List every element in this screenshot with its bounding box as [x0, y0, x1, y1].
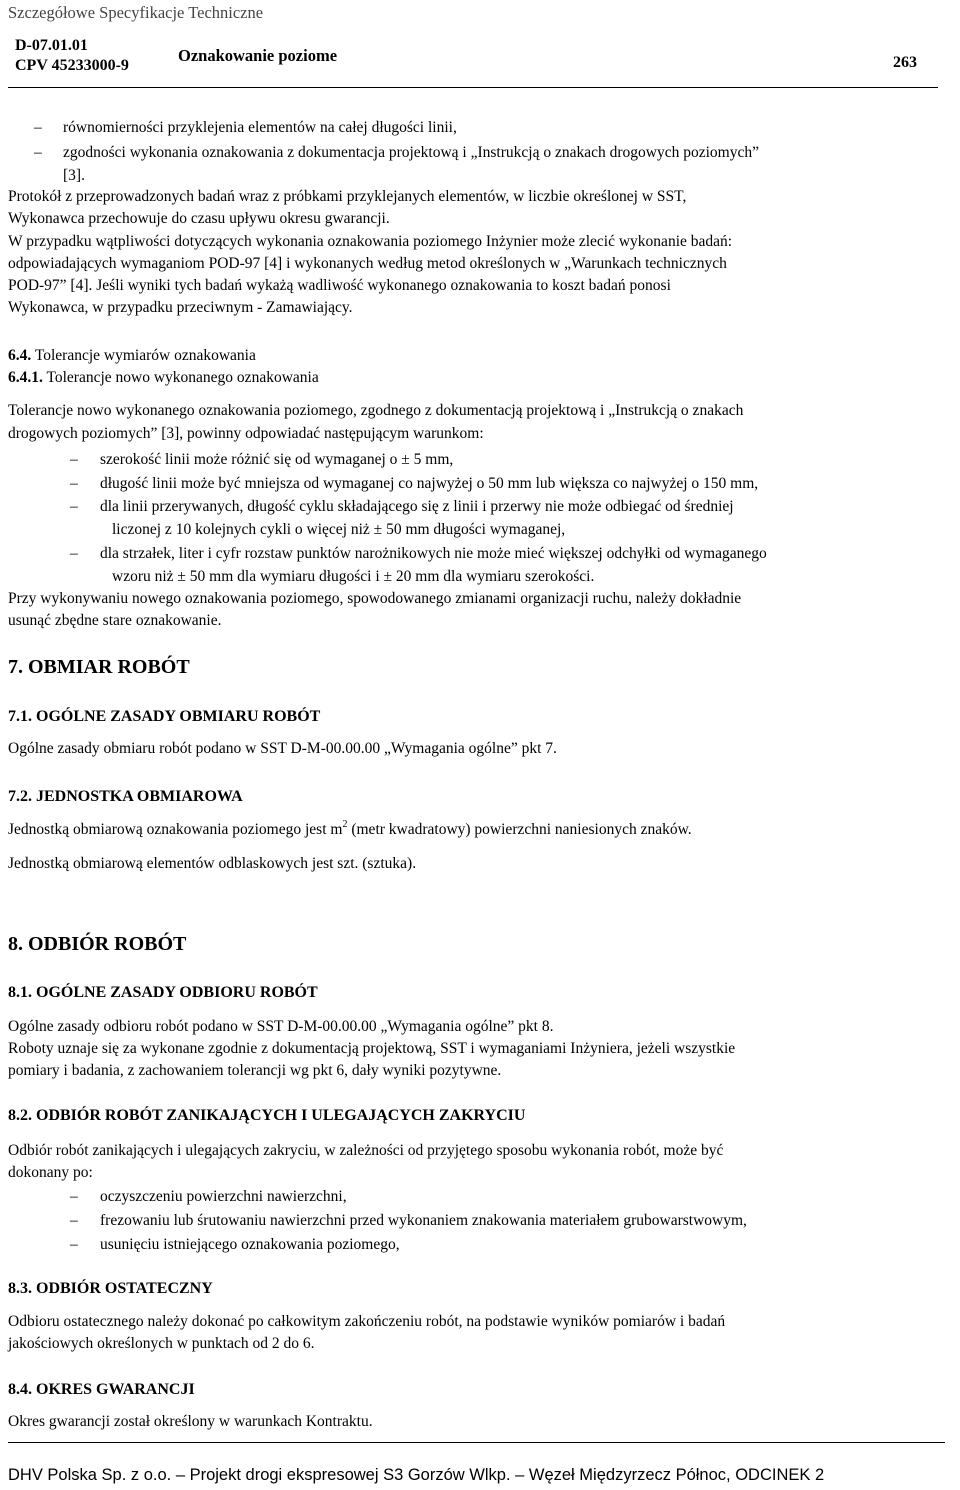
- paragraph-line: drogowych poziomych” [3], powinny odpowiadać następującym warunkom:: [8, 425, 484, 442]
- list-item: dla strzałek, liter i cyfr rozstaw punktów narożnikowych nie może mieć większej odchyłki od wymaganego: [100, 545, 767, 562]
- document-title: Szczegółowe Specyfikacje Techniczne: [8, 3, 264, 22]
- list-dash: –: [34, 119, 42, 136]
- list-item: zgodności wykonania oznakowania z dokumentacja projektową i „Instrukcją o znakach drogowych poziomych”: [63, 144, 759, 161]
- section-heading-8: 8. ODBIÓR ROBÓT: [8, 933, 187, 955]
- paragraph-line: Odbioru ostatecznego należy dokonać po całkowitym zakończeniu robót, na podstawie wyników pomiarów i badań: [8, 1313, 726, 1330]
- list-dash: –: [70, 498, 78, 515]
- paragraph-line: usunąć zbędne stare oznakowanie.: [8, 612, 222, 629]
- list-item: frezowaniu lub śrutowaniu nawierzchni przed wykonaniem znakowania materiałem grubowarstwowym,: [100, 1212, 747, 1229]
- paragraph-line: Odbiór robót zanikających i ulegających zakryciu, w zależności od przyjętego sposobu wykonania robót, może być: [8, 1142, 724, 1159]
- header-divider: [8, 87, 938, 88]
- paragraph-line: odpowiadających wymaganiom POD-97 [4] i wykonanych według metod określonych w „Warunkach technicznych: [8, 255, 727, 272]
- paragraph-line: pomiary i badania, z zachowaniem tolerancji wg pkt 6, dały wyniki pozytywne.: [8, 1062, 502, 1079]
- list-item: równomierności przyklejenia elementów na całej długości linii,: [63, 119, 457, 136]
- page-number: 263: [893, 54, 917, 71]
- section-heading-7: 7. OBMIAR ROBÓT: [8, 656, 190, 678]
- list-dash: –: [70, 451, 78, 468]
- section-heading-8-1: 8.1. OGÓLNE ZASADY ODBIORU ROBÓT: [8, 984, 318, 1001]
- list-item-continuation: wzoru niż ± 50 mm dla wymiaru długości i ± 20 mm dla wymiaru szerokości.: [112, 568, 595, 585]
- list-dash: –: [70, 1188, 78, 1205]
- paragraph-line: Wykonawca przechowuje do czasu upływu okresu gwarancji.: [8, 210, 390, 227]
- footer-text: DHV Polska Sp. z o.o. – Projekt drogi ekspresowej S3 Gorzów Wlkp. – Węzeł Międzyrzecz Północ, ODCINEK 2: [8, 1466, 825, 1484]
- paragraph-line: dokonany po:: [8, 1164, 93, 1181]
- paragraph-line: Tolerancje nowo wykonanego oznakowania poziomego, zgodnego z dokumentacją projektową i „Instrukcją o znakach: [8, 402, 744, 419]
- section-heading-7-1: 7.1. OGÓLNE ZASADY OBMIARU ROBÓT: [8, 708, 321, 725]
- cpv-code: CPV 45233000-9: [15, 57, 129, 74]
- list-item: szerokość linii może różnić się od wymaganej o ± 5 mm,: [100, 451, 454, 468]
- list-dash: –: [70, 475, 78, 492]
- paragraph-line: W przypadku wątpliwości dotyczących wykonania oznakowania poziomego Inżynier może zlecić wykonanie badań:: [8, 233, 733, 250]
- list-dash: –: [34, 144, 42, 161]
- section-heading-8-4: 8.4. OKRES GWARANCJI: [8, 1381, 195, 1398]
- paragraph-line: POD-97” [4]. Jeśli wyniki tych badań wykażą wadliwość wykonanego oznakowania to koszt badań ponosi: [8, 277, 671, 294]
- paragraph-line: Protokół z przeprowadzonych badań wraz z próbkami przyklejanych elementów, w liczbie określonej w SST,: [8, 188, 687, 205]
- section-title: Oznakowanie poziome: [178, 46, 338, 65]
- list-item-continuation: liczonej z 10 kolejnych cykli o więcej niż ± 50 mm długości wymaganej,: [112, 521, 566, 538]
- paragraph-line: Ogólne zasady obmiaru robót podano w SST D-M-00.00.00 „Wymagania ogólne” pkt 7.: [8, 740, 557, 757]
- list-item: usunięciu istniejącego oznakowania poziomego,: [100, 1236, 400, 1253]
- paragraph-line: Jednostką obmiarową elementów odblaskowych jest szt. (sztuka).: [8, 855, 417, 872]
- paragraph-line: jakościowych określonych w punktach od 2 do 6.: [8, 1335, 315, 1352]
- section-heading-6-4: 6.4. Tolerancje wymiarów oznakowania: [8, 347, 256, 364]
- paragraph-line: Roboty uznaje się za wykonane zgodnie z dokumentacją projektową, SST i wymaganiami Inżyniera, jeżeli wszystkie: [8, 1040, 736, 1057]
- list-dash: –: [70, 545, 78, 562]
- list-dash: –: [70, 1236, 78, 1253]
- paragraph-line: Ogólne zasady odbioru robót podano w SST D-M-00.00.00 „Wymagania ogólne” pkt 8.: [8, 1018, 554, 1035]
- list-dash: –: [70, 1212, 78, 1229]
- paragraph-line: Wykonawca, w przypadku przeciwnym - Zamawiający.: [8, 299, 353, 316]
- section-heading-6-4-1: 6.4.1. Tolerancje nowo wykonanego oznakowania: [8, 369, 319, 386]
- list-item-continuation: [3].: [63, 167, 85, 184]
- list-item: dla linii przerywanych, długość cyklu składającego się z linii i przerwy nie może odbiegać od średniej: [100, 498, 734, 515]
- paragraph-line: Jednostką obmiarową oznakowania poziomego jest $m^2$ (metr kwadratowy) powierzchni naniesionych znaków.: [8, 818, 692, 838]
- list-item: długość linii może być mniejsza od wymaganej co najwyżej o 50 mm lub większa co najwyżej o 150 mm,: [100, 475, 759, 492]
- paragraph-line: Okres gwarancji został określony w warunkach Kontraktu.: [8, 1413, 373, 1430]
- paragraph-line: Przy wykonywaniu nowego oznakowania poziomego, spowodowanego zmianami organizacji ruchu, należy dokładnie: [8, 590, 742, 607]
- section-heading-8-2: 8.2. ODBIÓR ROBÓT ZANIKAJĄCYCH I ULEGAJĄCYCH ZAKRYCIU: [8, 1107, 526, 1124]
- footer-divider: [8, 1442, 945, 1443]
- spec-code: D-07.01.01: [15, 37, 88, 54]
- list-item: oczyszczeniu powierzchni nawierzchni,: [100, 1188, 347, 1205]
- section-heading-8-3: 8.3. ODBIÓR OSTATECZNY: [8, 1280, 213, 1297]
- section-heading-7-2: 7.2. JEDNOSTKA OBMIAROWA: [8, 788, 243, 805]
